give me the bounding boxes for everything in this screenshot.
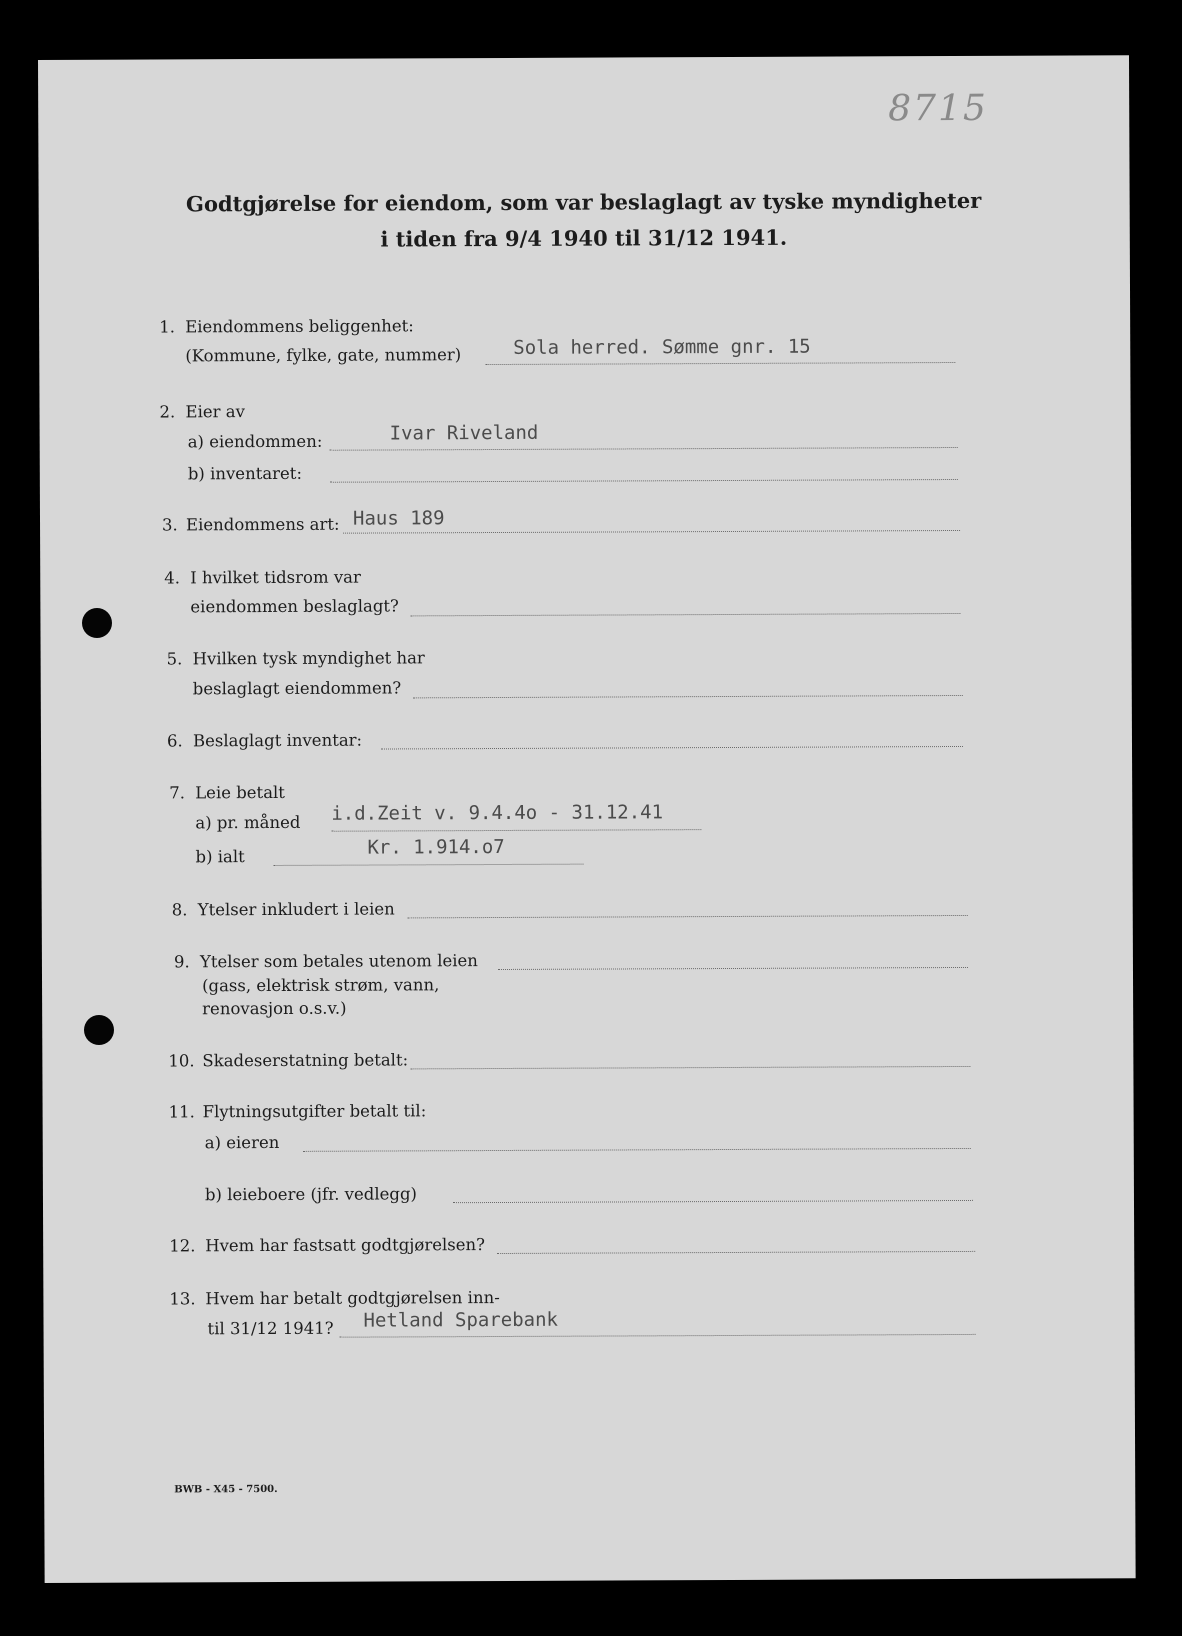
field-5-number: 5. (166, 649, 183, 669)
field-8-number: 8. (171, 900, 188, 920)
field-1-number: 1. (159, 317, 175, 337)
field-11b-line (453, 1200, 973, 1203)
field-2-number: 2. (159, 402, 176, 422)
field-7b-value: Kr. 1.914.o7 (367, 835, 505, 859)
field-1-value: Sola herred. Sømme gnr. 15 (513, 335, 811, 359)
form-page (38, 55, 1136, 1583)
field-3-line (343, 530, 960, 534)
field-2a-label: a) eiendommen: (187, 431, 323, 452)
field-8-label: Ytelser inkludert i leien (197, 899, 395, 920)
field-7a-label: a) pr. måned (195, 812, 301, 833)
field-9-label: Ytelser som betales utenom leien (199, 951, 478, 972)
field-4-sublabel: eiendommen beslaglagt? (190, 596, 399, 617)
field-1-label: Eiendommens beliggenhet: (185, 316, 414, 337)
field-11a-line (303, 1148, 971, 1152)
field-2-label: Eier av (185, 402, 245, 422)
field-10-label: Skadeserstatning betalt: (202, 1050, 409, 1071)
field-5-line (413, 695, 963, 698)
punch-hole-bottom (84, 1015, 114, 1045)
field-2b-label: b) inventaret: (187, 463, 303, 484)
field-4-label: I hvilket tidsrom var (190, 567, 361, 588)
field-2a-value: Ivar Riveland (389, 421, 539, 445)
field-3-number: 3. (161, 515, 178, 535)
field-5-sublabel: beslaglagt eiendommen? (192, 678, 402, 699)
field-13-value: Hetland Sparebank (363, 1308, 559, 1332)
field-13-line (340, 1334, 976, 1338)
field-13-label: Hvem har betalt godtgjørelsen inn- (205, 1287, 500, 1309)
handwritten-archive-number: 8715 (888, 87, 988, 130)
field-9-number: 9. (173, 952, 190, 972)
field-7b-line (274, 864, 584, 866)
field-11a-label: a) eieren (204, 1132, 280, 1153)
field-6-number: 6. (166, 731, 183, 751)
field-6-line (381, 746, 963, 750)
field-11-number: 11. (168, 1102, 195, 1122)
field-13-number: 13. (169, 1289, 196, 1309)
field-5-label: Hvilken tysk myndighet har (192, 648, 425, 669)
field-7-number: 7. (169, 783, 185, 803)
field-9-sublabel-2: renovasjon o.s.v.) (202, 998, 347, 1019)
punch-hole-top (82, 608, 112, 638)
field-7a-line (331, 829, 701, 832)
field-9-sublabel-1: (gass, elektrisk strøm, vann, (201, 975, 440, 996)
field-7b-label: b) ialt (195, 847, 245, 867)
field-10-line (410, 1066, 970, 1069)
field-9-line (498, 967, 968, 970)
field-4-number: 4. (164, 568, 181, 588)
field-1-sublabel: (Kommune, fylke, gate, nummer) (185, 345, 462, 366)
field-11b-label: b) leieboere (jfr. vedlegg) (204, 1184, 417, 1205)
field-10-number: 10. (168, 1051, 195, 1071)
field-1-line (485, 362, 955, 365)
field-2a-line (330, 447, 958, 451)
field-8-line (408, 915, 968, 918)
field-12-number: 12. (169, 1236, 196, 1256)
field-12-label: Hvem har fastsatt godtgjørelsen? (205, 1235, 485, 1256)
field-6-label: Beslaglagt inventar: (192, 730, 363, 751)
form-title-line-2: i tiden fra 9/4 1940 til 31/12 1941. (380, 224, 788, 252)
field-4-line (410, 613, 960, 616)
form-title-line-1: Godtgjørelse for eiendom, som var beslaglagt av tyske myndigheter (185, 187, 982, 217)
field-3-value: Haus 189 (352, 507, 445, 530)
field-7a-value: i.d.Zeit v. 9.4.4o - 31.12.41 (331, 801, 664, 825)
field-11-label: Flytningsutgifter betalt til: (202, 1101, 427, 1122)
field-7-label: Leie betalt (195, 782, 285, 803)
field-12-line (497, 1251, 975, 1254)
field-3-label: Eiendommens art: (185, 514, 340, 535)
field-2b-line (330, 479, 958, 483)
field-13-sublabel: til 31/12 1941? (207, 1318, 334, 1339)
print-code: BWB - X45 - 7500. (174, 1483, 278, 1496)
